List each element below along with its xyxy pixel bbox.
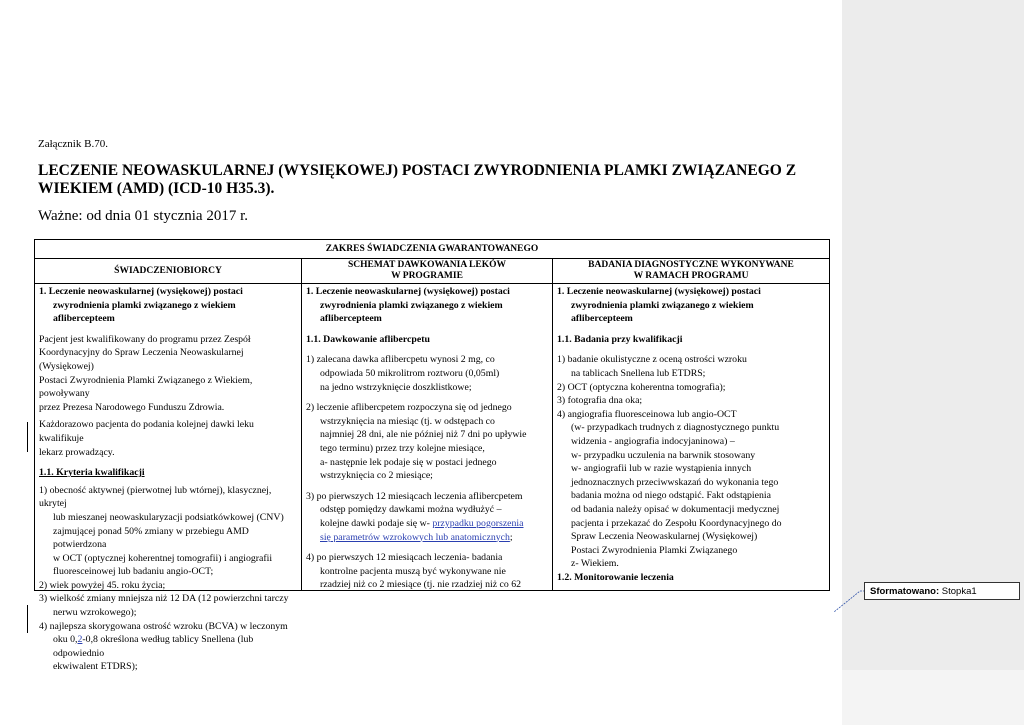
section-heading: 1.1. Dawkowanie aflibercpetu xyxy=(306,333,430,345)
col-header-dosing: SCHEMAT DAWKOWANIA LEKÓW W PROGRAMIE xyxy=(302,259,552,284)
section-heading: 1.2. Monitorowanie leczenia xyxy=(557,571,674,583)
markup-pane xyxy=(842,0,1024,670)
col-header-beneficiaries: ŚWIADCZENIOBIORCY xyxy=(35,259,301,284)
change-bar xyxy=(27,422,28,452)
tracked-change: 2 xyxy=(77,634,83,646)
comment-connector xyxy=(830,588,866,616)
markup-pane-footer xyxy=(842,670,1024,725)
formatting-comment-balloon[interactable] xyxy=(864,582,1020,600)
section-heading: 1.1. Badania przy kwalifikacji xyxy=(557,333,683,345)
comment-label: Sformatowano: xyxy=(870,586,940,597)
tracked-change: przypadku pogorszenia xyxy=(432,517,524,529)
diagnostics-column: 1. Leczenie neowaskularnej (wysiękowej) postaci zwyrodnienia plamki związanego z wiekiem aflibercepteem 1.1. Badania przy kwalifikacji 1) badanie okulistyczne z oceną ostrości wzroku na tablicach Snellena lub ETDRS; 2) OCT (optyczna koherentna tomografia); 3) fotografia dna oka; 4) angiografia fluoresceinowa lub angio-OCT (w- przypadkach trudnych z diagnostycznego punktu widzenia - angiografia indocyjaninowa) – w- przypadku uczulenia na barwnik stosowany w- angiografii lub w razie wystąpienia innych jednoznacznych przeciwwskazań do wykonania tego badania można od niego odstąpić. Fakt odstąpienia od badania należy opisać w dokumentacji medycznej pacjenta i przekazać do Zespołu Koordynacyjnego do Spraw Leczenia Neowaskularnej (Wysiękowej) Postaci Zwyrodnienia Plamki Związanego z- Wiekiem. 1.2. Monitorowanie leczenia xyxy=(557,285,827,590)
beneficiaries-column: 1. Leczenie neowaskularnej (wysiękowej) postaci zwyrodnienia plamki związanego z wiekiem aflibercepteem Pacjent jest kwalifikowany do programu przez Zespół Koordynacyjny do Spraw Leczenia Neowaskularnej (Wysiękowej) Postaci Zwyrodnienia Plamki Związanego z Wiekiem, powoływany przez Prezesa Narodowego Funduszu Zdrowia. Każdorazowo pacjenta do podania kolejnej dawki leku kwalifikuje lekarz prowadzący. 1.1. Kryteria kwalifikacji 1) obecność aktywnej (pierwotnej lub wtórnej), klasycznej, ukrytej lub mieszanej neowaskularyzacji podsiatkówkowej (CNV) zajmującej ponad 50% zmiany w przebiegu AMD potwierdzona w OCT (optycznej koherentnej tomografii) i angiografii fluoresceinowej lub badaniu angio-OCT; 2) wiek powyżej 45. roku życia; 3) wielkość zmiany mniejsza niż 12 DA (12 powierzchni tarczy nerwu wzrokowego); 4) najlepsza skorygowana ostrość wzroku (BCVA) w leczonym oku 0,2-0,8 określona według tablicy Snellena (lub odpowiednio ekwiwalent ETDRS); xyxy=(39,285,299,590)
tracked-change: się parametrów wzrokowych lub anatomicznych xyxy=(320,531,510,543)
table-header: ZAKRES ŚWIADCZENIA GWARANTOWANEGO xyxy=(35,240,829,259)
change-bar xyxy=(27,605,28,633)
comment-value: Stopka1 xyxy=(941,586,977,597)
section-heading: 1.1. Kryteria kwalifikacji xyxy=(39,467,145,479)
column-divider xyxy=(301,259,302,590)
valid-from: Ważne: od dnia 01 stycznia 2017 r. xyxy=(38,208,248,224)
column-divider xyxy=(552,259,553,590)
document-title: LECZENIE NEOWASKULARNEJ (WYSIĘKOWEJ) POSTACI ZWYRODNIENIA PLAMKI ZWIĄZANEGO Z WIEKIEM (AMD) (ICD-10 H35.3). xyxy=(38,162,797,197)
dosing-column: 1. Leczenie neowaskularnej (wysiękowej) postaci zwyrodnienia plamki związanego z wiekiem aflibercepteem 1.1. Dawkowanie aflibercpetu 1) zalecana dawka aflibercpetu wynosi 2 mg, co odpowiada 50 mikrolitrom roztworu (0,05ml) na jedno wstrzyknięcie doszklistkowe; 2) leczenie aflibercpetem rozpoczyna się od jednego wstrzyknięcia na miesiąc (tj. w odstępach co najmniej 28 dni, ale nie później niż 7 dni po upływie tego terminu) przez trzy kolejne miesiące, a- następnie lek podaje się w postaci jednego wstrzyknięcia co 2 miesiące; 3) po pierwszych 12 miesiącach leczenia aflibercpetem odstęp pomiędzy dawkami można wydłużyć – kolejne dawki podaje się w- przypadku pogorszenia się parametrów wzrokowych lub anatomicznych; 4) po pierwszych 12 miesiącach leczenia- badania kontrolne pacjenta muszą być wykonywane nie rzadziej niż co 2 miesiące (tj. nie rzadziej niż co 62 xyxy=(306,285,550,590)
annex-number: Załącznik B.70. xyxy=(38,138,108,150)
program-table xyxy=(34,239,830,673)
col-header-diagnostics: BADANIA DIAGNOSTYCZNE WYKONYWANE W RAMACH PROGRAMU xyxy=(553,259,829,284)
